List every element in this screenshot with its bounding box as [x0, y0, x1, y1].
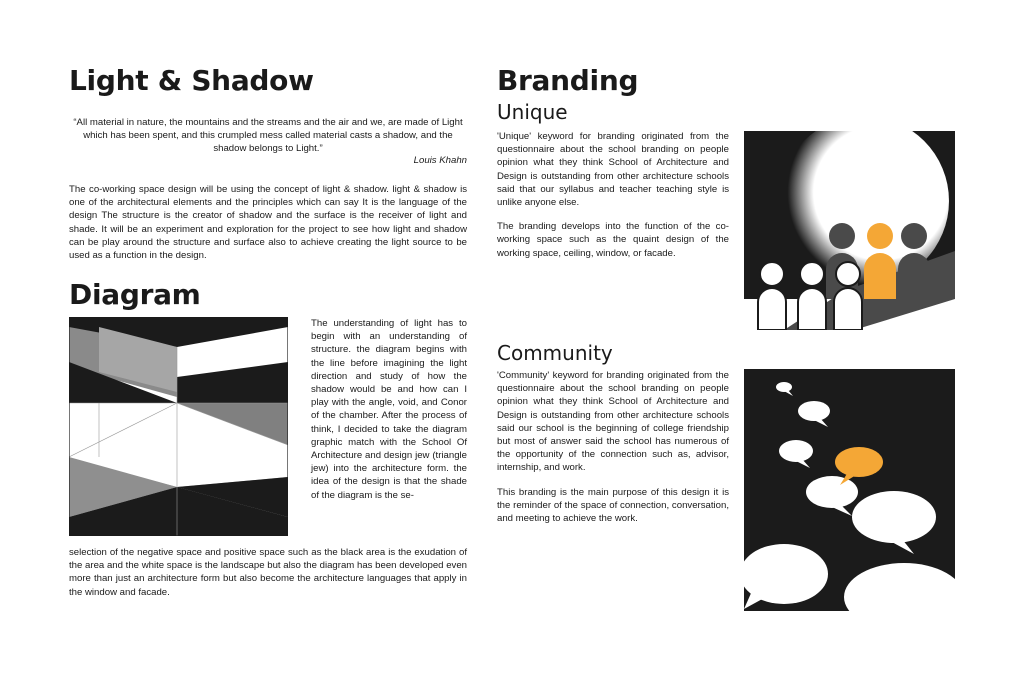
community-paragraph-1: 'Community' keyword for branding originated from the questionnaire about the school branding on people opinion what they think School of Architecture and Design is outstanding from other architecture schools said our school is the beginning of college friendship but most of answer said the school has numerous of the opportunity of the connection such as, advisor, internship, and work. [497, 370, 729, 474]
diagram-title: Diagram [69, 278, 201, 311]
light-shadow-title: Light & Shadow [69, 64, 314, 97]
person-body-accent [864, 253, 896, 299]
unique-people-illustration [744, 131, 955, 330]
diagram-paragraph-a: The understanding of light has to begin with an understanding of structure. the diagram begins with the line before imagining the light direction and study of how the shadow would be and how can I play with the angle, void, and Conor of the chamber. After the process of think, I decided to take the diagram graphic match with the School Of Architecture and design jew (triangle jew) into the architecture form. the idea of the design is that the shade of the diagram is the se- [311, 318, 467, 501]
community-bubbles-illustration [744, 369, 955, 611]
diagram-paragraph-b: selection of the negative space and positive space such as the black area is the exudation of the area and the white space is the landscape but also the diagram has been developed even more than just an architecture form but also become the architecture languages that apply in the window and facade. [69, 547, 467, 598]
branding-title: Branding [497, 64, 639, 97]
community-title: Community [497, 341, 613, 365]
unique-paragraphs [497, 130, 729, 271]
person-body-3 [898, 253, 930, 299]
quote-author: Louis Khahn [413, 155, 467, 166]
person-head-front-1 [760, 262, 784, 286]
unique-paragraph-2: The branding develops into the function of the co-working space such as the quaint design of the working space, ceiling, window, or facade. [497, 221, 729, 259]
person-head-front-3 [836, 262, 860, 286]
person-body-front-1 [758, 288, 786, 330]
person-head-accent [867, 223, 893, 249]
intro-paragraph: The co-working space design will be using the concept of light & shadow. light & shadow is one of the architectural elements and the principles which can say It is the language of the design The structure is the creator of shadow and the surface is the receiver of light and shade. It will be an experiment and exploration for the project to see how light and shadow can be play around the structure and surface also to achieve creating the light source to be used as a function in the design. [69, 184, 467, 262]
person-head-1 [829, 223, 855, 249]
person-body-front-3 [834, 288, 862, 330]
quote-text: “All material in nature, the mountains and the streams and the air and we, are made of Light which has been spent, and this crumpled mess called material casts a shadow, and the shadow belongs to Light.” [73, 117, 463, 155]
light-shadow-diagram [69, 317, 288, 536]
community-paragraph-2: This branding is the main purpose of this design it is the reminder of the space of connection, conversation, and meeting to achieve the work. [497, 486, 729, 525]
person-head-front-2 [800, 262, 824, 286]
unique-paragraph-1: 'Unique' keyword for branding originated from the questionnaire about the school branding on people opinion what they think School of Architecture and Design is outstanding from other architecture schools said that our syllabus and teacher teaching style is unlike anyone else. [497, 131, 729, 209]
person-head-3 [901, 223, 927, 249]
community-paragraphs [497, 369, 729, 536]
unique-title: Unique [497, 100, 568, 124]
person-body-front-2 [798, 288, 826, 330]
